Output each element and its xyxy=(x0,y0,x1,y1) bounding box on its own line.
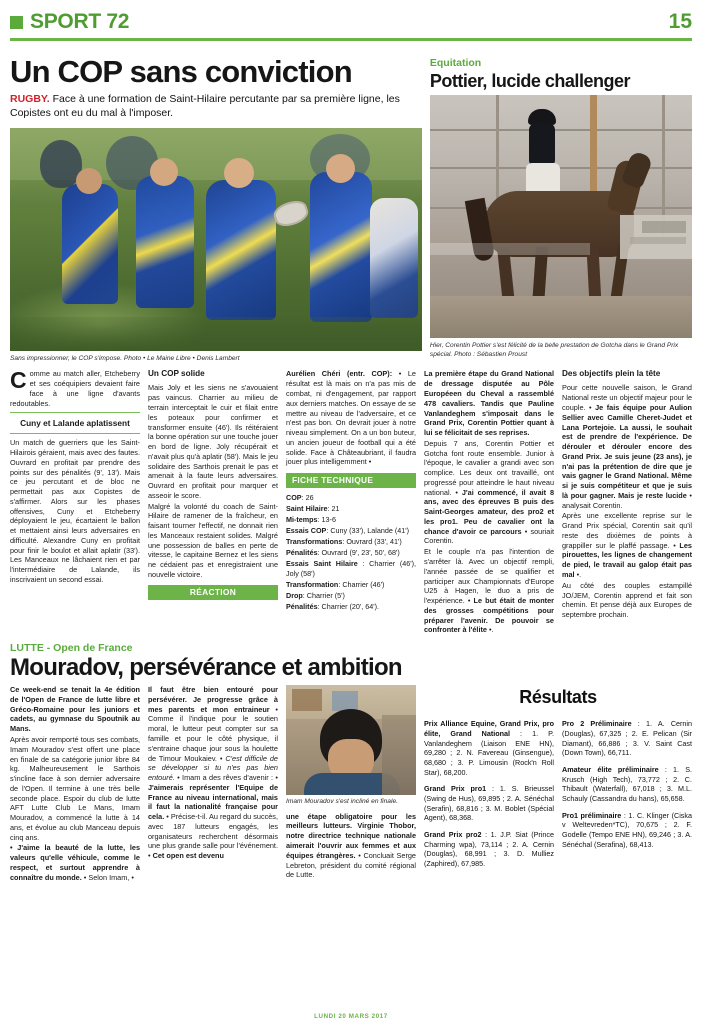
fiche-value: : Ouvrard (33', 41') xyxy=(342,537,402,547)
photo-rider-jacket xyxy=(529,123,555,167)
resultat-value: : 1. C. Klinger (Ciska v Weltevreden*TC), 70,675 ; 2. F. Godelle (Tempo ENE HN), 69,246 ; 3. A. Sénéchal (Serafina), 68,413. xyxy=(562,810,692,849)
lutte-col2-quote-3: J'aimerais représenter l'Equipe de France au niveau international, mais il faut la nationalité française pour cela. xyxy=(148,782,278,822)
resultat-value: : 1. S. Brieussel (Swing de Hus), 69,895 ; 2. A. Sénéchal (Serafin), 68,816 ; 3. M. Boblet (Spécial Agent), 68,368. xyxy=(424,784,554,823)
lutte-col2-quote-1: Il faut être bien entouré pour persévérer. Je progresse grâce à mes parents et mon entraineur xyxy=(148,685,278,714)
rugby-sport-tag: RUGBY. xyxy=(10,93,50,105)
fiche-value: : Charrier (20', 64'). xyxy=(317,602,380,612)
resultat-label: Grand Prix pro1 xyxy=(424,784,487,794)
photo-player-figure xyxy=(310,172,372,322)
resultat-label: Prix Alliance Equine, Grand Prix, pro élite, Grand National xyxy=(424,719,554,738)
lutte-col1-body: Après avoir remporté tous ses combats, Imam Mouradov s'est offert une place en finale de sa catégorie junior libre 84 kg. Malheureusement le Sarthois s'incline face à son dernier adversaire de l'Open. Il termine à une très belle seconde place. Espoir du club de lutte AFT Lutte Club Le Mans, Imam Mouradov, a commencé la lutte à 14 ans, et évolue au club Manceau depuis cinq ans. xyxy=(10,734,140,842)
photo-player-head xyxy=(326,154,355,183)
equitation-col4-text-4: •. xyxy=(486,625,494,635)
fiche-label: Essais Saint Hilaire xyxy=(286,559,358,568)
fiche-label: Saint Hilaire xyxy=(286,504,328,514)
fiche-row xyxy=(286,504,416,514)
equitation-column-5 xyxy=(562,369,692,636)
resultat-label: Grand Prix pro2 xyxy=(424,830,482,840)
fiche-value: : Ouvrard (9', 23', 50', 68') xyxy=(317,548,400,558)
top-zone xyxy=(10,48,692,363)
fiche-row xyxy=(286,526,416,536)
fiche-row xyxy=(286,548,416,558)
rugby-col1-body: Un match de guerriers que les Saint-Hilairois géraient, mais avec des fautes. Ouvrard en profitait par prendre des points sur des pénalités (9', 13'). Mais ce jeu percutant et de bloc ne permettait pas aux Copistes de s'affirmer. Alors sur les phases offensives, Cuny et Etcheberry déployaient le jeu, écartaient le ballon et mettaient ainsi leurs adversaires en difficulté. Alexandre Cuny en profitait pour finir le boulot et allait aplatir (33'). Les Manceaux ne lâchaient rien et par l'intermédiaire de Lalande, ils inscrivaient un second essai. xyxy=(10,438,140,584)
fiche-row xyxy=(286,602,416,612)
photo-banner xyxy=(332,691,358,711)
article-body-columns xyxy=(10,369,692,636)
lutte-col3-text: • Concluait Serge Lebreton, président du comité régional de Lutte. xyxy=(286,850,416,880)
fiche-technique-label: FICHE TECHNIQUE xyxy=(286,473,416,488)
equitation-subhead: Des objectifs plein la tête xyxy=(562,369,661,379)
rugby-photo-caption: Sans impressionner, le COP s'impose. Photo • Le Maine Libre • Denis Lambert xyxy=(10,354,240,362)
rugby-article-head xyxy=(10,48,422,363)
resultat-entry xyxy=(424,784,554,823)
fiche-label: Pénalités xyxy=(286,548,318,558)
rugby-quote-text: • Le résultat est là mais on n'a pas mis de combat, ni d'engagement, par rapport aux derniers matches. On essaye de se mettre au niveau de l'adversaire, et ce n'est pas bon. On devrait jouer à notre niveau simplement. On a un bon buteur, un ancien joueur de football qui a été solide. Face à Châteaubriant, il faudra jouer plus intelligemment • xyxy=(286,369,416,467)
photo-player-figure xyxy=(370,198,418,318)
rugby-col2-body-2: Malgré la volonté du coach de Saint-Hilaire de ramener de la fraîcheur, en faisant tourner l'effectif, ne donnait rien les Manceaux restaient solides. Malgré une possession de balles en perte de vitesse, le capitaine Bernez et les siens ne cédaient pas et enregistraient une nouvelle victoire. xyxy=(148,501,278,579)
fiche-row xyxy=(286,493,416,503)
resultat-value: : 1. S. Krusch (High Tech), 73,772 ; 2. C. Thibault (Waterfall), 67,018 ; 3. M.L. Schauly (Cassandra du hans), 65,658. xyxy=(562,765,692,803)
equitation-column-4 xyxy=(424,369,554,636)
equitation-col4-quote-1: J'ai commencé, il avait 8 ans, avec des épreuves B puis des Saint-Georges amateur, des pro2 et les pro1. Peu de cavalier ont la chance d'avoir ce parcours xyxy=(424,487,554,536)
masthead-section xyxy=(10,10,129,34)
rugby-subhead-1: Cuny et Lalande aplatissent xyxy=(20,418,130,429)
lutte-col2-text-1: • Comme il l'indique pour le soutien moral, le lutteur peut compter sur sa famille et pour le côté physique, il s'entraine chaque jour sous la houlette de Timour Moukaiev. xyxy=(148,704,278,763)
section-title: SPORT 72 xyxy=(30,10,130,33)
equitation-col5-text-2: • analysait Corentin. xyxy=(562,490,692,510)
resultat-entry xyxy=(424,719,554,777)
photo-player-head xyxy=(76,168,102,194)
photo-player-head xyxy=(150,158,178,186)
photo-fence-rail xyxy=(430,167,692,169)
lutte-lead: Ce week-end se tenait la 4e édition de l'Open de France de lutte libre et Gréco-Romaine pour les juniors et cadets, au gymnase du Spoutnik au Mans. xyxy=(10,685,140,734)
photo-sponsor-text xyxy=(630,237,686,244)
lutte-col3-body xyxy=(286,812,416,880)
lutte-col2-text-2: Imam a des rêves d'avenir : • xyxy=(179,773,278,783)
resultat-value: : 1. J.P. Siat (Prince Charming wpa), 73,114 ; 2. A. Cernin (Douglas), 68,991 ; 3. D. Mulliez (Zaphired), 67,985. xyxy=(424,830,554,869)
photo-wall-lettering xyxy=(430,243,590,255)
equitation-headline: Pottier, lucide challenger xyxy=(429,71,630,91)
page-footer-date: LUNDI 20 MARS 2017 xyxy=(314,1013,388,1020)
photo-arena-sand xyxy=(430,296,692,338)
resultat-entry xyxy=(562,719,692,758)
resultats-column-right xyxy=(562,712,692,876)
rugby-standfirst xyxy=(10,93,422,121)
equitation-col4-quote-2: Le but était de monter des grosses compétitions pour préparer l'avenir. De pouvoir se confronter à l'élite xyxy=(424,596,554,635)
lutte-col2-quote-4: Cet open est devenu xyxy=(152,851,224,861)
masthead-rule xyxy=(10,38,692,41)
resultats-columns xyxy=(424,712,692,876)
equitation-col5-quote-2: Les pirouettes, les lignes de changement de pied, le travail au galop était pas mal xyxy=(562,540,692,579)
photo-horse-head xyxy=(620,150,653,190)
equitation-article-head xyxy=(430,48,692,363)
photo-player-figure xyxy=(206,180,276,320)
photo-player-figure xyxy=(62,184,118,304)
lutte-col1-tail: • Selon Imam, • xyxy=(81,872,134,882)
fiche-row xyxy=(286,591,416,601)
photo-fence-rail xyxy=(430,129,692,131)
resultats-title: Résultats xyxy=(519,687,597,708)
rugby-quote-attribution: Aurélien Chéri (entr. COP): xyxy=(286,369,393,379)
fiche-label: Mi-temps xyxy=(286,515,318,525)
fiche-label: Pénalités xyxy=(286,602,318,612)
rugby-col2-body-1: Mais Joly et les siens ne s'avouaient pas vaincus. Charrier au milieu de terrain interceptait le cuir et filait entre les poteaux pour confirmer et transformer ensuite (46'). Ils réitéraient la bonne opération sur une touche jouer en bord de ligne. Joly récupérait et n'avait plus qu'à aplatir (58'). Mais le jeu solidaire des Sarthois prenait le pas et amenait à la faute leurs adversaires. Ouvrard en profitait pour marquer et asseoir le score. xyxy=(148,383,278,500)
fiche-label: Essais COP xyxy=(286,526,327,536)
resultat-label: Pro1 préliminaire xyxy=(562,810,622,820)
fiche-label: Transformation xyxy=(286,580,339,590)
rugby-quote-block xyxy=(286,369,416,467)
equitation-col4-text-1: Depuis 7 ans, Corentin Pottier et Gotcha font route ensemble. Junior à l'époque, le cavalier a grandi avec son complice. Les deux ont travaillé, ont progressé pour atteindre le haut niveau national. • xyxy=(424,438,554,497)
reaction-label: RÉACTION xyxy=(148,585,278,600)
fiche-value: : 21 xyxy=(327,504,340,514)
lutte-article xyxy=(10,642,692,883)
resultat-entry xyxy=(562,811,692,850)
lutte-headline: Mouradov, persévérance et ambition xyxy=(10,654,402,682)
fiche-value: : Charrier (5') xyxy=(302,591,345,601)
rugby-photo xyxy=(10,128,422,351)
fiche-technique-list xyxy=(286,493,416,612)
fiche-row xyxy=(286,580,416,590)
resultats-block xyxy=(424,685,692,883)
lutte-kicker: LUTTE - Open de France xyxy=(10,642,133,655)
resultat-label: Pro 2 Préliminaire xyxy=(562,719,632,729)
equitation-col4-text-2: • souriait Corentin. xyxy=(424,526,554,546)
photo-banner xyxy=(292,689,322,711)
resultats-column-left xyxy=(424,712,554,876)
equitation-col4-p2 xyxy=(424,547,554,635)
fiche-value: : 13-6 xyxy=(317,515,336,525)
rugby-column-2 xyxy=(148,369,278,636)
photo-foreground-band xyxy=(10,317,422,351)
equitation-col5-p3: Au côté des couples estampillé JO/JEM, Corentin apprend et fait son chemin. Et pense déjà aux Europes de septembre prochain. xyxy=(562,580,692,620)
lutte-col3-quote: une étape obligatoire pour les meilleurs lutteurs. Virginie Thobor, notre directrice technique nationale aimerait l'ouvrir aux femmes et aux équipes étrangères. xyxy=(286,811,416,860)
fiche-label: Drop xyxy=(286,591,303,601)
lutte-photo xyxy=(286,685,416,795)
fiche-label: COP xyxy=(286,493,302,503)
photo-player-head xyxy=(224,158,254,188)
equitation-col5-text-1: Pour cette nouvelle saison, le Grand National reste un objectif majeur pour le couple. • xyxy=(562,383,692,412)
divider xyxy=(10,433,140,435)
photo-background-right xyxy=(382,715,416,795)
equitation-kicker: Equitation xyxy=(429,57,482,69)
fiche-row xyxy=(286,537,416,547)
lutte-column-2 xyxy=(148,685,278,883)
fiche-row xyxy=(286,515,416,525)
rugby-headline: Un COP sans conviction xyxy=(10,54,352,89)
photo-rugby-ball xyxy=(271,197,310,229)
equitation-col5-text-4: •. xyxy=(574,570,582,579)
equitation-photo-caption: Hier, Corentin Pottier s'est félicité de la belle prestation de Gotcha dans le Grand Prix spécial. Photo : Sébastien Proust xyxy=(429,342,679,358)
equitation-col5-text-3: Après une excellente reprise sur le Grand Prix spécial, Corentin sait qu'il reste des dixièmes de points à grappiller sur le plaffé passage. • xyxy=(562,511,692,550)
equitation-lead: La première étape du Grand National de dressage disputée au Pôle Européeen du Cheval a rassemblé 478 cavaliers. Tandis que Pauline Vanlandeghem s'imposait dans le Grand Prix, Corentin Pottier quant à lui se félicitait de ses reprises. xyxy=(424,369,554,438)
rugby-standfirst-text: Face à une formation de Saint-Hilaire percutante par sa première ligne, les Copistes ont eu du mal à l'imposer. xyxy=(10,93,400,119)
fiche-row xyxy=(286,559,416,580)
lutte-column-1 xyxy=(10,685,140,883)
resultat-value: : 1. A. Cernin (Douglas), 67,325 ; 2. E. Pelican (Sir Diamant), 66,886 ; 3. V. Saint Cast (Down Town), 66,711. xyxy=(562,719,693,758)
lutte-column-3 xyxy=(286,685,416,883)
rugby-subhead-2: Un COP solide xyxy=(148,369,205,379)
lutte-col2-text-3: • Précise-t-il. Au regard du succès, avec 187 lutteurs engagés, les organisateurs recherchent désormais une plus grande salle pour l'événement. • xyxy=(148,812,278,861)
divider xyxy=(10,412,140,414)
equitation-col5-p2 xyxy=(562,511,692,579)
equitation-col4-text-3: Et le couple n'a pas l'intention de s'arrêter là. Avec un objectif rempli, l'année passée de se qualifier et participer aux Championnats d'Europe U25 à Hagen, le duo a pris de l'expérience. • xyxy=(424,547,554,606)
rugby-column-3 xyxy=(286,369,416,636)
lutte-col2-p1 xyxy=(148,685,278,861)
equitation-col5-p1 xyxy=(562,383,692,510)
resultat-entry xyxy=(424,830,554,869)
resultat-label: Amateur élite préliminaire xyxy=(562,765,659,775)
page-number: 15 xyxy=(668,10,692,33)
square-bullet-icon xyxy=(10,16,23,29)
equitation-col4-p1 xyxy=(424,439,554,546)
fiche-value: : Charrier (46'), Joly (58') xyxy=(286,559,416,579)
fiche-value: : Cuny (33'), Lalande (41') xyxy=(326,526,410,536)
lutte-col2-quote-2: • C'est difficile de se développer si tu n'es pas bien entouré. • xyxy=(148,753,278,783)
photo-player-figure xyxy=(136,176,194,308)
equitation-col5-quote-1: Je fais équipe pour Aulion Sellier avec Camille Cheret-Judet et Lana Portejoie. La aussi, le souhait est de prendre de l'expérience. De dérouler et dérouler encore des Grand Prix. Je suis jeune (23 ans), je n'ai pas la prétention de dire que je vais gagner le Grand National. Même si je suis compétiteur et que je suis là pour gagner. Mais je reste lucide xyxy=(562,402,692,500)
photo-fence-post xyxy=(662,95,665,235)
equitation-photo xyxy=(430,95,692,338)
rugby-lead-paragraph: Comme au match aller, Etcheberry et ses coéquipiers devaient faire face à une ligne d'avants redoutables. xyxy=(10,367,140,408)
fiche-value: : 26 xyxy=(301,493,314,503)
lutte-photo-caption: Imam Mouradov s'est incliné en finale. xyxy=(286,798,398,806)
resultat-entry xyxy=(562,765,692,804)
fiche-label: Transformations xyxy=(286,537,343,547)
resultat-value: : 1. P. Vanlandeghem (Liaison ENE HN), 69,280 ; 2. N. Favereau (Ginsengue), 68,680 ; 3. P. Limousin (Rock'n Roll Star), 68,200. xyxy=(424,728,554,777)
lutte-col1-quote-wrap xyxy=(10,843,140,882)
lutte-col1-quote: • J'aime la beauté de la lutte, les valeurs qu'elle véhicule, comme le respect, et surtout apprendre à connaître du monde. xyxy=(10,843,140,882)
photo-sponsor-text xyxy=(642,221,686,233)
fiche-value: : Charrier (46') xyxy=(338,580,385,590)
lutte-columns xyxy=(10,685,692,883)
masthead xyxy=(10,0,692,34)
rugby-column-1 xyxy=(10,369,140,636)
